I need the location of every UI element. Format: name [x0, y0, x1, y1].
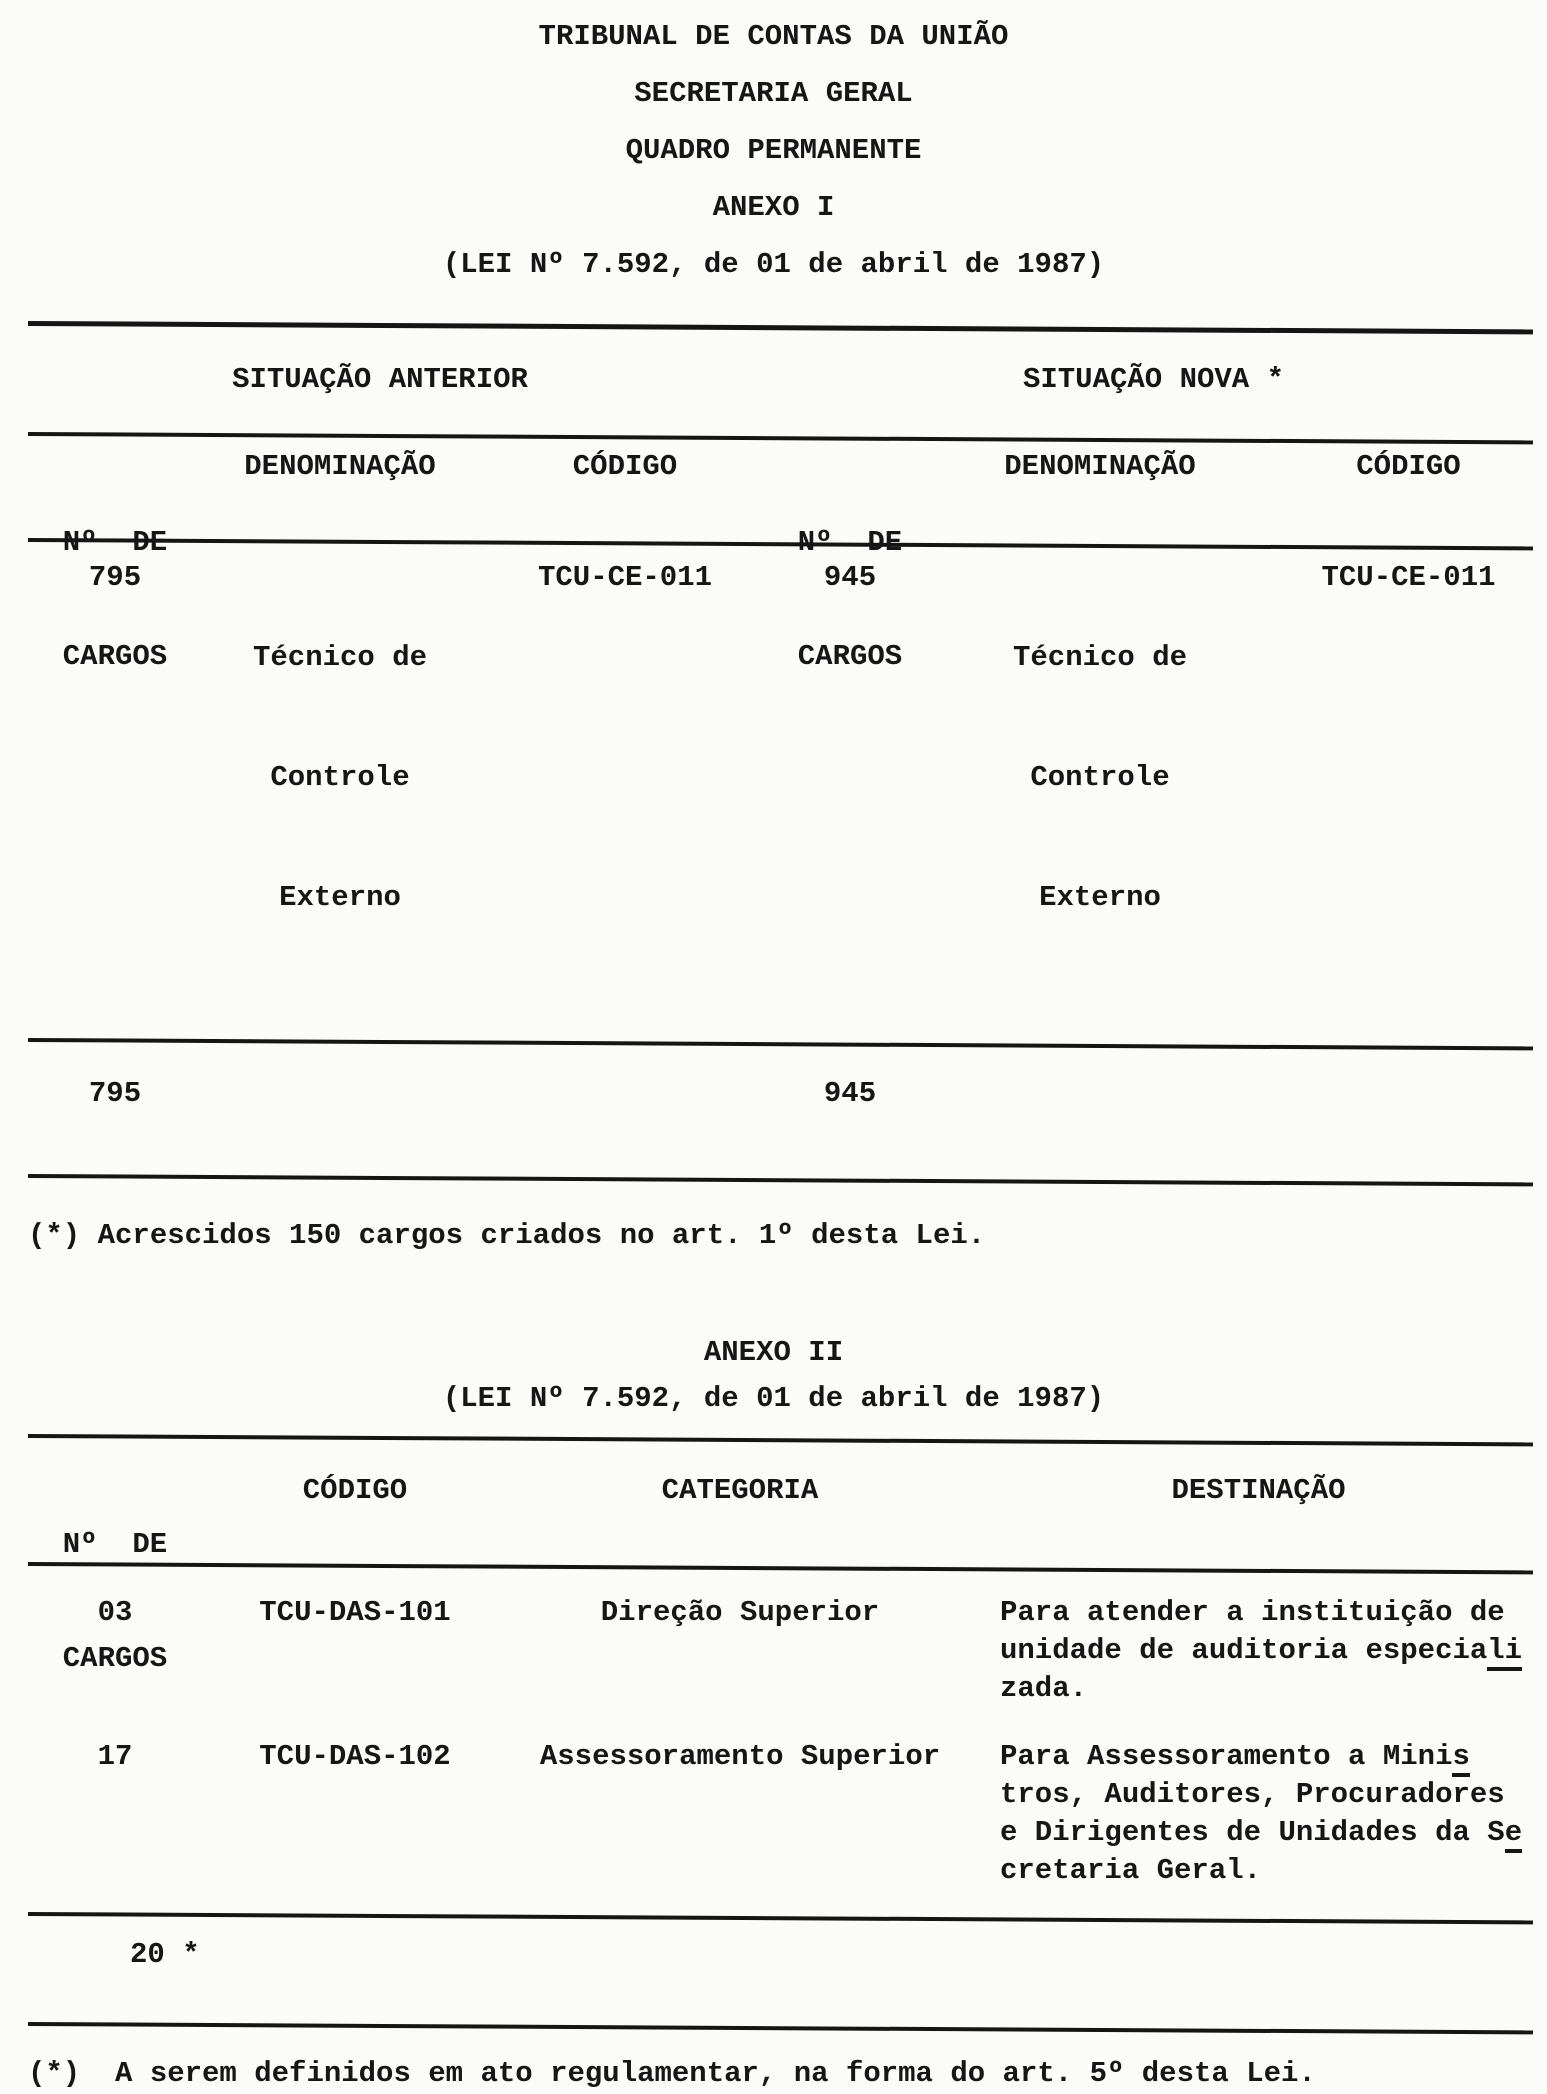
total-nova-value: 945	[823, 1077, 877, 1110]
col-header-num-cargos-right: CARGOS	[797, 640, 903, 673]
title-tribunal: TRIBUNAL DE CONTAS DA UNIÃO	[538, 20, 1009, 53]
cargos-value: 03	[97, 1596, 133, 1629]
anexo-2-total: 20 *	[130, 1938, 200, 1971]
anexo-2-header	[0, 1330, 1547, 1422]
col-header-categoria: CATEGORIA	[661, 1474, 819, 1507]
col-header-destinacao: DESTINAÇÃO	[1171, 1474, 1346, 1507]
divider	[28, 1174, 1533, 1186]
col-header-codigo-right: CÓDIGO	[1356, 450, 1461, 483]
destinacao-value: Para Assessoramento a Minis tros, Auditores, Procuradores e Dirigentes de Unidades da Se cretaria Geral.	[1000, 1740, 1523, 1887]
col-header-denominacao-left: DENOMINAÇÃO	[244, 450, 436, 483]
title-quadro: QUADRO PERMANENTE	[625, 134, 922, 167]
cargos-anterior-value: 795	[88, 561, 142, 594]
destinacao-value: Para atender a instituição de unidade de auditoria especiali zada.	[1000, 1596, 1523, 1705]
anexo-1-footnote: (*) Acrescidos 150 cargos criados no art. 1º desta Lei.	[28, 1219, 986, 1252]
col-header-denominacao-right: DENOMINAÇÃO	[1004, 450, 1196, 483]
title-secretaria: SECRETARIA GERAL	[634, 77, 913, 110]
anexo-1-section-row	[0, 326, 1547, 432]
categoria-value: Assessoramento Superior	[539, 1740, 941, 1773]
title-anexo-1: ANEXO I	[712, 191, 835, 224]
divider	[28, 2022, 1533, 2034]
document-header	[0, 0, 1547, 293]
codigo-value: TCU-DAS-102	[259, 1740, 451, 1773]
table-row	[0, 1738, 1547, 1890]
cargos-nova-value: 945	[823, 561, 877, 594]
section-label-situacao-anterior: SITUAÇÃO ANTERIOR	[232, 362, 528, 396]
denominacao-anterior-value: Técnico de Controle Externo	[252, 641, 428, 914]
categoria-value: Direção Superior	[600, 1596, 880, 1629]
col-header-num-cargos: Nº DE CARGOS	[62, 1528, 168, 1675]
col-header-codigo-left: CÓDIGO	[572, 450, 678, 483]
codigo-anterior-value: TCU-CE-011	[537, 561, 713, 594]
title-anexo-2: ANEXO II	[703, 1336, 844, 1369]
total-anterior-value: 795	[88, 1077, 142, 1110]
subtitle-lei-anexo-2: (LEI Nº 7.592, de 01 de abril de 1987)	[442, 1382, 1105, 1415]
codigo-nova-value: TCU-CE-011	[1321, 561, 1496, 594]
section-label-situacao-nova: SITUAÇÃO NOVA *	[1022, 362, 1285, 396]
anexo-1-data-row	[0, 542, 1547, 1038]
denominacao-nova-value: Técnico de Controle Externo	[1012, 641, 1188, 914]
anexo-1-totals-row	[0, 1042, 1547, 1174]
codigo-value: TCU-DAS-101	[259, 1596, 451, 1629]
anexo-2-footnote: (*) A serem definidos em ato regulamentar, na forma do art. 5º desta Lei.	[28, 2057, 1316, 2090]
subtitle-lei-anexo-1: (LEI Nº 7.592, de 01 de abril de 1987)	[442, 248, 1105, 281]
col-header-codigo: CÓDIGO	[302, 1474, 408, 1507]
col-header-num-cargos-left: Nº DE CARGOS	[62, 526, 168, 673]
cargos-value: 17	[97, 1740, 133, 1773]
